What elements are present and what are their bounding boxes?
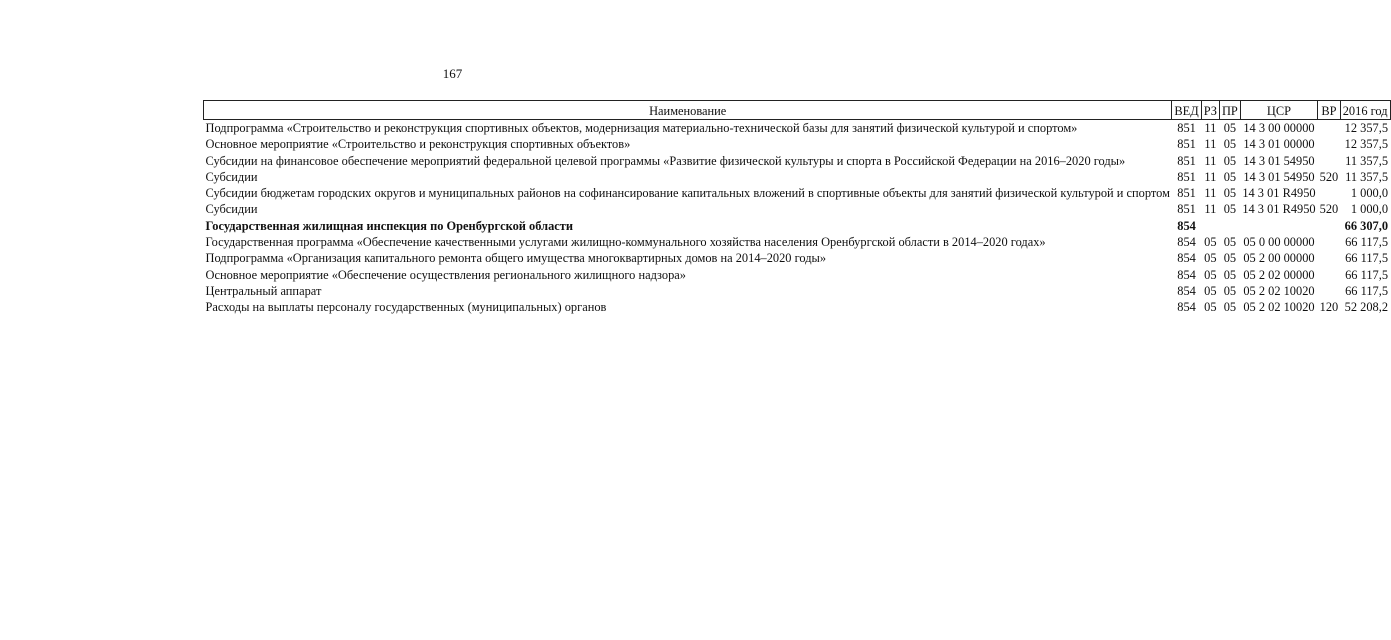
table-body <box>204 120 1391 316</box>
cell-amount: 66 117,5 <box>1345 251 1389 266</box>
cell-ved: 851 <box>1177 202 1196 217</box>
cell-pr: 05 <box>1223 202 1237 217</box>
cell-name: Центральный аппарат <box>205 283 322 298</box>
header-pr: ПР <box>1219 101 1240 120</box>
cell-ved: 851 <box>1177 153 1196 168</box>
header-year: 2016 год <box>1340 101 1390 120</box>
cell-vr <box>1318 120 1341 137</box>
cell-csr: 14 3 01 54950 <box>1243 169 1315 184</box>
table-row <box>204 218 1391 234</box>
cell-pr: 05 <box>1223 267 1237 282</box>
table-row <box>204 185 1391 201</box>
header-name: Наименование <box>204 101 1172 120</box>
cell-ved: 854 <box>1177 218 1196 233</box>
cell-name: Расходы на выплаты персоналу государственных (муниципальных) органов <box>205 300 607 315</box>
cell-vr: 520 <box>1319 169 1339 184</box>
cell-amount: 12 357,5 <box>1344 137 1389 152</box>
cell-amount: 66 307,0 <box>1344 218 1389 233</box>
cell-csr: 05 2 00 00000 <box>1243 251 1315 266</box>
cell-rz: 11 <box>1204 137 1217 152</box>
cell-vr: 520 <box>1319 202 1339 217</box>
cell-vr <box>1318 218 1341 234</box>
cell-csr: 05 0 00 00000 <box>1243 235 1315 250</box>
page-number: 167 <box>442 66 463 81</box>
cell-ved: 854 <box>1177 251 1196 266</box>
table-row <box>204 136 1391 152</box>
table-row <box>204 234 1391 250</box>
cell-name: Основное мероприятие «Строительство и реконструкция спортивных объектов» <box>205 137 631 152</box>
table-row <box>204 120 1391 137</box>
cell-amount: 1 000,0 <box>1350 186 1389 201</box>
cell-rz: 11 <box>1204 169 1217 184</box>
table-row <box>204 299 1391 315</box>
cell-csr <box>1240 218 1317 234</box>
cell-amount: 1 000,0 <box>1350 202 1389 217</box>
cell-vr <box>1318 250 1341 266</box>
table-row <box>204 267 1391 283</box>
cell-vr <box>1318 136 1341 152</box>
cell-name: Подпрограмма «Организация капитального ремонта общего имущества многоквартирных домов на 2014–2020 годы» <box>205 251 827 266</box>
cell-rz: 05 <box>1204 267 1217 282</box>
cell-csr: 14 3 01 00000 <box>1243 137 1315 152</box>
cell-name: Субсидии на финансовое обеспечение мероприятий федеральной целевой программы «Развитие физической культуры и спорта в Российской Федерации на 2016–2020 годы» <box>205 153 1126 168</box>
cell-rz: 11 <box>1204 186 1217 201</box>
cell-pr: 05 <box>1223 283 1237 298</box>
cell-csr: 14 3 01 R4950 <box>1242 202 1316 217</box>
cell-csr: 14 3 00 00000 <box>1243 121 1315 135</box>
cell-rz: 05 <box>1204 251 1217 266</box>
cell-ved: 851 <box>1177 137 1196 152</box>
cell-amount: 66 117,5 <box>1345 267 1389 282</box>
cell-rz: 05 <box>1204 235 1217 250</box>
cell-pr: 05 <box>1223 186 1237 201</box>
header-ved: ВЕД <box>1172 101 1201 120</box>
cell-vr <box>1318 185 1341 201</box>
cell-ved: 851 <box>1177 186 1196 201</box>
header-vr: ВР <box>1318 101 1341 120</box>
cell-amount: 11 357,5 <box>1345 169 1389 184</box>
cell-amount: 66 117,5 <box>1345 283 1389 298</box>
cell-vr <box>1318 234 1341 250</box>
header-rz: РЗ <box>1201 101 1219 120</box>
cell-amount: 52 208,2 <box>1344 300 1389 315</box>
cell-pr: 05 <box>1223 137 1237 152</box>
cell-vr <box>1318 283 1341 299</box>
cell-name: Субсидии бюджетам городских округов и муниципальных районов на софинансирование капитальных вложений в спортивные объекты для занятий физической культурой и спортом <box>205 186 1170 201</box>
cell-rz: 11 <box>1204 202 1217 217</box>
table-row <box>204 201 1391 217</box>
cell-rz: 05 <box>1204 283 1217 298</box>
cell-amount: 12 357,5 <box>1344 121 1389 135</box>
cell-pr <box>1219 218 1240 234</box>
cell-pr: 05 <box>1223 235 1237 250</box>
cell-ved: 851 <box>1177 169 1196 184</box>
cell-csr: 14 3 01 R4950 <box>1242 186 1316 201</box>
cell-amount: 11 357,5 <box>1345 153 1389 168</box>
table-row <box>204 153 1391 169</box>
cell-vr: 120 <box>1319 300 1339 315</box>
table-row <box>204 250 1391 266</box>
cell-amount: 66 117,5 <box>1345 235 1389 250</box>
cell-name: Субсидии <box>205 169 258 184</box>
table-header-row <box>204 101 1391 120</box>
cell-ved: 854 <box>1177 267 1196 282</box>
cell-pr: 05 <box>1223 300 1237 315</box>
cell-pr: 05 <box>1223 121 1237 135</box>
table-row <box>204 169 1391 185</box>
cell-name: Подпрограмма «Строительство и реконструкция спортивных объектов, модернизация материально-технической базы для занятий физической культурой и спортом» <box>205 121 1078 135</box>
cell-csr: 14 3 01 54950 <box>1243 153 1315 168</box>
cell-vr <box>1318 153 1341 169</box>
cell-ved: 854 <box>1177 283 1196 298</box>
cell-rz: 05 <box>1204 300 1217 315</box>
cell-pr: 05 <box>1223 169 1237 184</box>
cell-csr: 05 2 02 10020 <box>1243 300 1315 315</box>
cell-pr: 05 <box>1223 251 1237 266</box>
cell-name: Субсидии <box>205 202 258 217</box>
table-row <box>204 283 1391 299</box>
budget-table <box>203 100 1391 316</box>
cell-csr: 05 2 02 00000 <box>1243 267 1315 282</box>
cell-vr <box>1318 267 1341 283</box>
cell-csr: 05 2 02 10020 <box>1243 283 1315 298</box>
cell-rz <box>1201 218 1219 234</box>
header-csr: ЦСР <box>1240 101 1317 120</box>
cell-rz: 11 <box>1204 153 1217 168</box>
cell-name: Государственная жилищная инспекция по Оренбургской области <box>205 218 573 233</box>
cell-name: Государственная программа «Обеспечение качественными услугами жилищно-коммунального хозяйства населения Оренбургской области в 2014–2020 годах» <box>205 235 1046 250</box>
cell-ved: 854 <box>1177 235 1196 250</box>
cell-ved: 851 <box>1177 121 1196 135</box>
cell-pr: 05 <box>1223 153 1237 168</box>
cell-rz: 11 <box>1204 121 1217 135</box>
cell-ved: 854 <box>1177 300 1196 315</box>
cell-name: Основное мероприятие «Обеспечение осуществления регионального жилищного надзора» <box>205 267 686 282</box>
